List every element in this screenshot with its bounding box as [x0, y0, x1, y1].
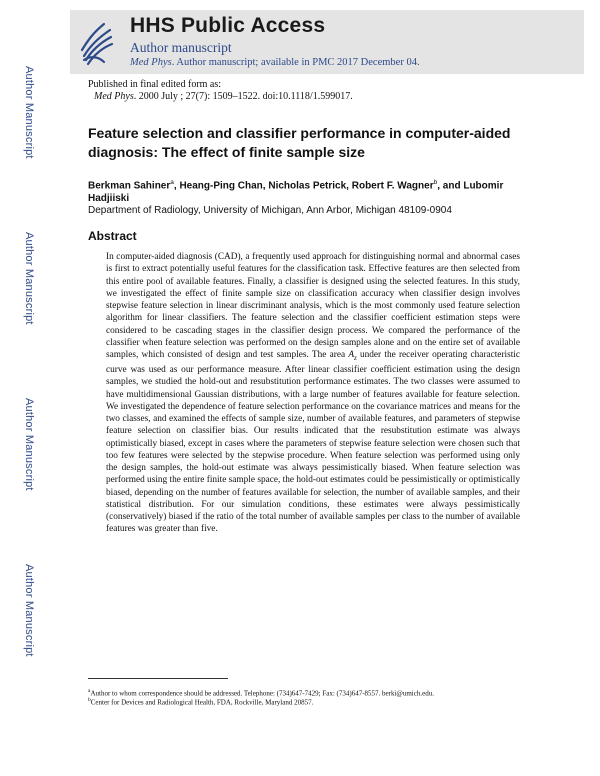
paper-title: Feature selection and classifier performance in computer-aided diagnosis: The effect of finite sample size [88, 125, 511, 160]
side-label-author-manuscript: Author Manuscript [23, 66, 35, 159]
author-separator: , and [437, 180, 464, 192]
published-line: Published in final edited form as: [88, 79, 222, 90]
author-separator: , [173, 180, 180, 192]
footnote-text: Author to whom correspondence should be addressed. Telephone: (734)647-7429; Fax: (734)647-8557. berki@umich.edu. [90, 689, 434, 698]
author-separator: , [262, 180, 269, 192]
footnote-fda [88, 696, 313, 707]
abstract-text-part-2: under the receiver operating characteristic curve was used as our performance measure. After linear classifier coefficient estimation using the design samples, we studied the hold-out and resubstitution performance estimates. The two classes were assumed to have multidimensional Gaussian distributions, with a large number of features available for feature selection. We investigated the dependence of feature selection performance on the covariance matrices and means for the two classes, and examined the effects of sample size, number of available features, and parameters of stepwise feature selection on classifier bias. Our results indicated that the resubstitution estimate was always optimistically biased, except in cases where the parameters of stepwise feature selection were chosen such that too few features were selected by the stepwise procedure. When feature selection was performed using only the design samples, the hold-out estimate was always pessimistically biased. When feature selection was performed using the entire finite sample space, the hold-out estimates could be pessimistically or optimistically biased, depending on the number of features available for selection, the number of available samples, and their statistical distribution. For our simulation conditions, these estimates were always pessimistically (conservatively) biased if the ratio of the total number of available samples per class to the number of available features was greater than five. [106, 350, 521, 535]
pmc-availability [130, 57, 420, 68]
author-list [88, 176, 518, 205]
author-name: Heang-Ping Chan [179, 180, 263, 192]
az-letter: A [348, 350, 354, 360]
footnote-divider [88, 678, 228, 679]
az-subscript: z [354, 353, 357, 362]
footnote-mark: a [88, 688, 91, 694]
citation [94, 91, 353, 102]
hhs-title: HHS Public Access [130, 14, 326, 37]
citation-journal: Med Phys [94, 91, 134, 102]
author-name: Berkman Sahiner [88, 180, 171, 192]
footnote-text: Center for Devices and Radiological Health, FDA, Rockville, Maryland 20857. [90, 698, 314, 707]
author-name: Robert F. Wagner [351, 180, 434, 192]
author-mark: b [433, 179, 438, 186]
abstract-text-part-1: In computer-aided diagnosis (CAD), a frequently used approach for distinguishing normal and abnormal cases is first to extract potentially useful features for the classification task. Effective features are then selected from this entire pool of available features. Finally, a classifier is designed using the selected features. In this study, we investigated the effect of finite sample size on classification accuracy when classifier design involves stepwise feature selection in linear discriminant analysis, which is the most commonly used feature selection algorithm for linear classifiers. The feature selection and the classifier coefficient estimation steps were considered to be cascading stages in the classifier design process. We compared the performance of the classifier when feature selection was performed on the design samples alone and on the entire set of available samples, which consisted of design and test samples. The area [106, 252, 520, 360]
author-separator: , [346, 180, 352, 192]
az-symbol [348, 350, 356, 360]
pmc-availability-text: . Author manuscript; available in PMC 2017 December 04. [171, 57, 420, 68]
hhs-eagle-icon [76, 16, 116, 68]
affiliation: Department of Radiology, University of Michigan, Ann Arbor, Michigan 48109-0904 [88, 205, 452, 216]
author-name: Nicholas Petrick [268, 180, 347, 192]
journal-name: Med Phys [130, 57, 172, 68]
author-mark: a [170, 179, 174, 186]
side-label-author-manuscript: Author Manuscript [23, 232, 35, 325]
citation-details: . 2000 July ; 27(7): 1509–1522. doi:10.1118/1.599017. [133, 91, 353, 102]
side-label-author-manuscript: Author Manuscript [23, 398, 35, 491]
side-label-author-manuscript: Author Manuscript [23, 564, 35, 657]
author-name: Lubomir Hadjiiski [88, 180, 504, 205]
abstract-text [106, 251, 520, 536]
footnote-mark: b [88, 697, 91, 703]
abstract-heading: Abstract [88, 229, 137, 243]
author-manuscript-label: Author manuscript [130, 40, 232, 55]
hhs-logo [70, 10, 122, 74]
